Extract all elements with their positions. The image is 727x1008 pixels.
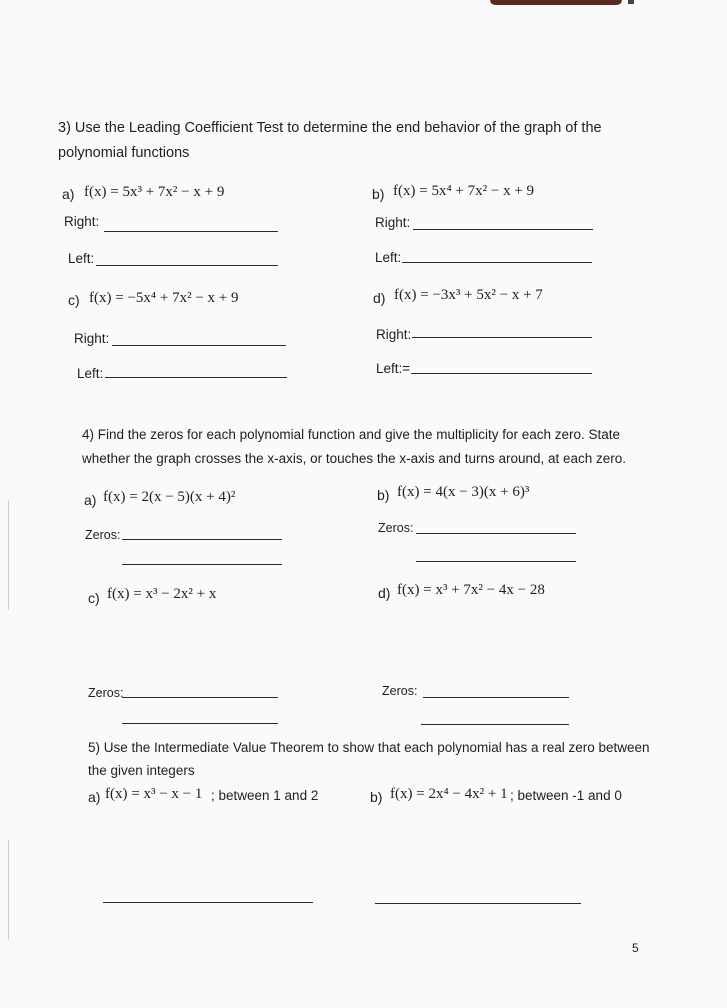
q4b-label: b) (377, 487, 390, 503)
q4-intro-line2: whether the graph crosses the x-axis, or touches the x-axis and turns around, at each zero. (82, 451, 627, 466)
q4b-zeros-answer-line[interactable] (416, 533, 576, 534)
q3c-right-answer-line[interactable] (112, 345, 286, 346)
q3a-right-label: Right: (64, 214, 100, 229)
q4b-zeros-answer-line-2[interactable] (416, 561, 576, 562)
q4c-zeros-answer-line-2[interactable] (122, 723, 278, 724)
q5a-function: f(x) = x³ − x − 1 (105, 786, 203, 802)
q3b-left-label: Left: (375, 250, 402, 265)
q3b-right-label: Right: (375, 215, 411, 230)
q3d-label: d) (373, 290, 386, 306)
q4c-function: f(x) = x³ − 2x² + x (107, 586, 217, 602)
q5a-answer-line[interactable] (103, 902, 313, 903)
q3b-function: f(x) = 5x⁴ + 7x² − x + 9 (393, 183, 535, 199)
q3c-left-answer-line[interactable] (105, 377, 287, 378)
q3c-function: f(x) = −5x⁴ + 7x² − x + 9 (89, 290, 239, 306)
left-edge-shadow-lower (8, 840, 9, 940)
q3d-left-label: Left:= (376, 361, 411, 376)
q5-intro-line1: 5) Use the Intermediate Value Theorem to show that each polynomial has a real zero between (88, 740, 650, 755)
q4d-label: d) (378, 585, 391, 601)
q4c-zeros-label: Zeros: (88, 686, 124, 700)
q3c-label: c) (68, 292, 80, 308)
q3a-left-label: Left: (68, 251, 95, 266)
q5b-interval: ; between -1 and 0 (510, 788, 622, 803)
q3-intro-line2: polynomial functions (58, 145, 190, 161)
q3a-label: a) (62, 186, 75, 202)
q4d-zeros-answer-line[interactable] (423, 697, 569, 698)
page-number: 5 (632, 941, 639, 955)
left-edge-shadow (8, 500, 9, 610)
q4c-zeros-answer-line[interactable] (122, 697, 278, 698)
q4c-label: c) (88, 590, 100, 606)
q4d-zeros-label: Zeros: (382, 684, 418, 698)
q3d-function: f(x) = −3x³ + 5x² − x + 7 (394, 287, 543, 303)
q5b-label: b) (370, 789, 383, 805)
top-edge-tick (628, 0, 634, 4)
q5-intro-line2: the given integers (88, 763, 195, 778)
q3a-left-answer-line[interactable] (96, 265, 278, 266)
q3b-left-answer-line[interactable] (402, 262, 592, 263)
q4a-label: a) (84, 492, 97, 508)
q3d-right-label: Right: (376, 327, 412, 342)
q3a-function: f(x) = 5x³ + 7x² − x + 9 (84, 184, 225, 200)
q4b-function: f(x) = 4(x − 3)(x + 6)³ (397, 484, 530, 500)
q3-intro-line1: 3) Use the Leading Coefficient Test to determine the end behavior of the graph of the (58, 120, 602, 136)
q4a-zeros-answer-line[interactable] (122, 539, 282, 540)
q3a-right-answer-line[interactable] (104, 231, 278, 232)
q5a-interval: ; between 1 and 2 (211, 788, 319, 803)
q3b-label: b) (372, 186, 385, 202)
q4b-zeros-label: Zeros: (378, 521, 414, 535)
top-edge-mark (490, 0, 622, 5)
q4d-function: f(x) = x³ + 7x² − 4x − 28 (397, 582, 545, 598)
q3c-right-label: Right: (74, 331, 110, 346)
q4a-function: f(x) = 2(x − 5)(x + 4)² (103, 489, 236, 505)
q3b-right-answer-line[interactable] (413, 229, 593, 230)
q5b-function: f(x) = 2x⁴ − 4x² + 1 (390, 786, 508, 802)
q5b-answer-line[interactable] (375, 903, 581, 904)
q3d-right-answer-line[interactable] (412, 337, 592, 338)
q4a-zeros-answer-line-2[interactable] (122, 564, 282, 565)
q5a-label: a) (88, 789, 101, 805)
q4-intro-line1: 4) Find the zeros for each polynomial function and give the multiplicity for each zero. State (82, 427, 621, 442)
q4a-zeros-label: Zeros: (85, 528, 121, 542)
q3c-left-label: Left: (77, 366, 104, 381)
q3d-left-answer-line[interactable] (411, 373, 592, 374)
q4d-zeros-answer-line-2[interactable] (421, 724, 569, 725)
